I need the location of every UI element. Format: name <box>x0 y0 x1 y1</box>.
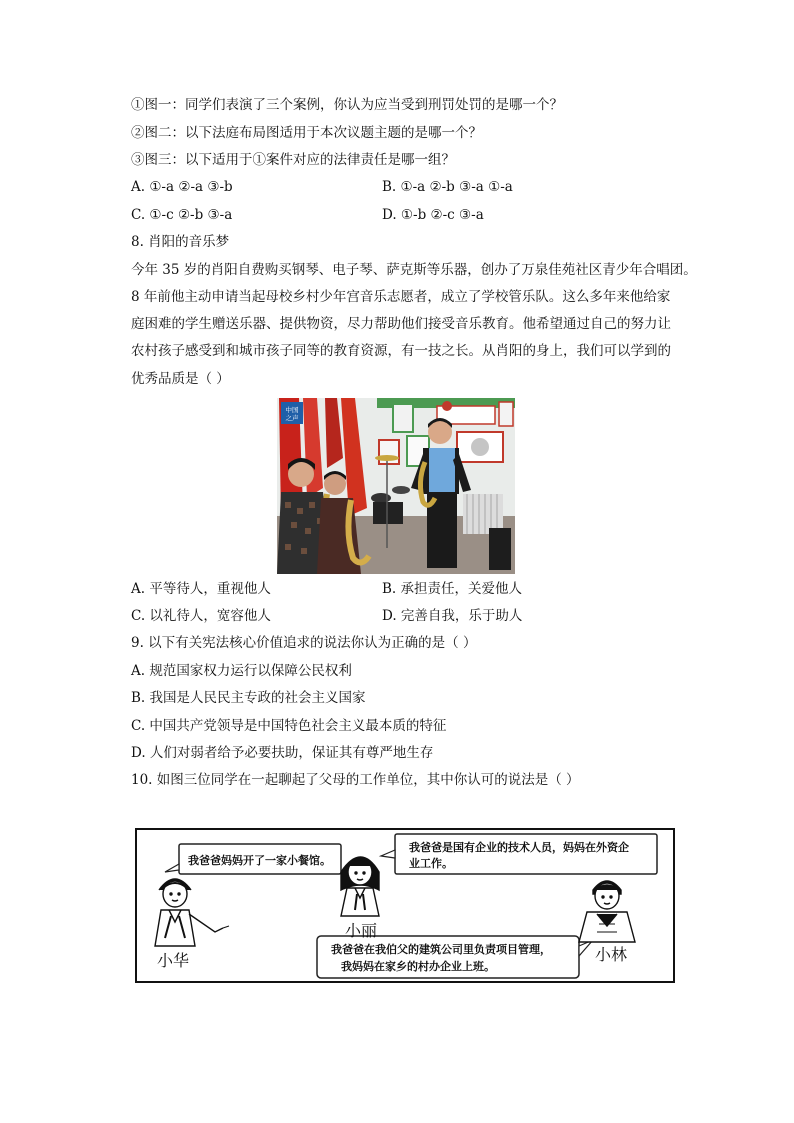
q9-stem: 9. 以下有关宪法核心价值追求的说法你认为正确的是（ ） <box>131 635 477 651</box>
bubble-xiaohua: 我爸爸妈妈开了一家小餐馆。 <box>188 854 331 867</box>
q7-option-d: D. ①-b ②-c ③-a <box>382 207 484 223</box>
q8-paragraph-line-4: 农村孩子感受到和城市孩子同等的教育资源，有一技之长。从肖阳的身上，我们可以学到的 <box>131 343 671 359</box>
q8-paragraph-line-1: 今年 35 岁的肖阳自费购买钢琴、电子琴、萨克斯等乐器，创办了万泉佳苑社区青少年合唱团。 <box>131 262 697 278</box>
name-xiaohua: 小华 <box>157 951 190 970</box>
q9-option-a: A. 规范国家权力运行以保障公民权利 <box>131 663 352 679</box>
q7-option-c: C. ①-c ②-b ③-a <box>131 207 233 223</box>
photo-badge-line-2: 之声 <box>285 414 299 422</box>
q7-line-1: ①图一：同学们表演了三个案例，你认为应当受到刑罚处罚的是哪一个？ <box>131 97 563 113</box>
q9-option-d: D. 人们对弱者给予必要扶助，保证其有尊严地生存 <box>131 745 434 761</box>
bubble-xiaoli-line-1: 我爸爸是国有企业的技术人员，妈妈在外资企 <box>409 841 629 854</box>
q8-option-a: A. 平等待人，重视他人 <box>131 581 271 597</box>
q8-option-b: B. 承担责任，关爱他人 <box>382 581 523 597</box>
bubble-xiaolin-line-1: 我爸爸在我伯父的建筑公司里负责项目管理， <box>331 943 551 956</box>
q7-option-a: A. ①-a ②-a ③-b <box>131 179 233 195</box>
name-xiaoli: 小丽 <box>345 921 378 940</box>
q7-option-b: B. ①-a ②-b ③-a ①-a <box>382 179 513 195</box>
three-students-cartoon <box>135 828 675 983</box>
music-class-photo <box>277 398 515 574</box>
q8-paragraph-line-5: 优秀品质是（ ） <box>131 371 230 387</box>
q8-option-c: C. 以礼待人，宽容他人 <box>131 608 271 624</box>
q8-title: 8. 肖阳的音乐梦 <box>131 234 230 250</box>
photo-badge-line-1: 中国 <box>285 406 299 414</box>
q8-paragraph-line-3: 庭困难的学生赠送乐器、提供物资，尽力帮助他们接受音乐教育。他希望通过自己的努力让 <box>131 316 671 332</box>
name-xiaolin: 小林 <box>595 945 628 964</box>
q8-option-d: D. 完善自我，乐于助人 <box>382 608 523 624</box>
q7-line-3: ③图三：以下适用于①案件对应的法律责任是哪一组？ <box>131 152 455 168</box>
q9-option-b: B. 我国是人民民主专政的社会主义国家 <box>131 690 366 706</box>
q9-option-c: C. 中国共产党领导是中国特色社会主义最本质的特征 <box>131 718 447 734</box>
q8-paragraph-line-2: 8 年前他主动申请当起母校乡村少年宫音乐志愿者，成立了学校管乐队。这么多年来他给家 <box>131 289 671 305</box>
bubble-xiaoli-line-2: 业工作。 <box>409 857 453 870</box>
bubble-xiaolin-line-2: 我妈妈在家乡的村办企业上班。 <box>341 960 495 973</box>
q7-line-2: ②图二：以下法庭布局图适用于本次议题主题的是哪一个？ <box>131 125 482 141</box>
q10-stem: 10. 如图三位同学在一起聊起了父母的工作单位，其中你认可的说法是（ ） <box>131 772 580 788</box>
